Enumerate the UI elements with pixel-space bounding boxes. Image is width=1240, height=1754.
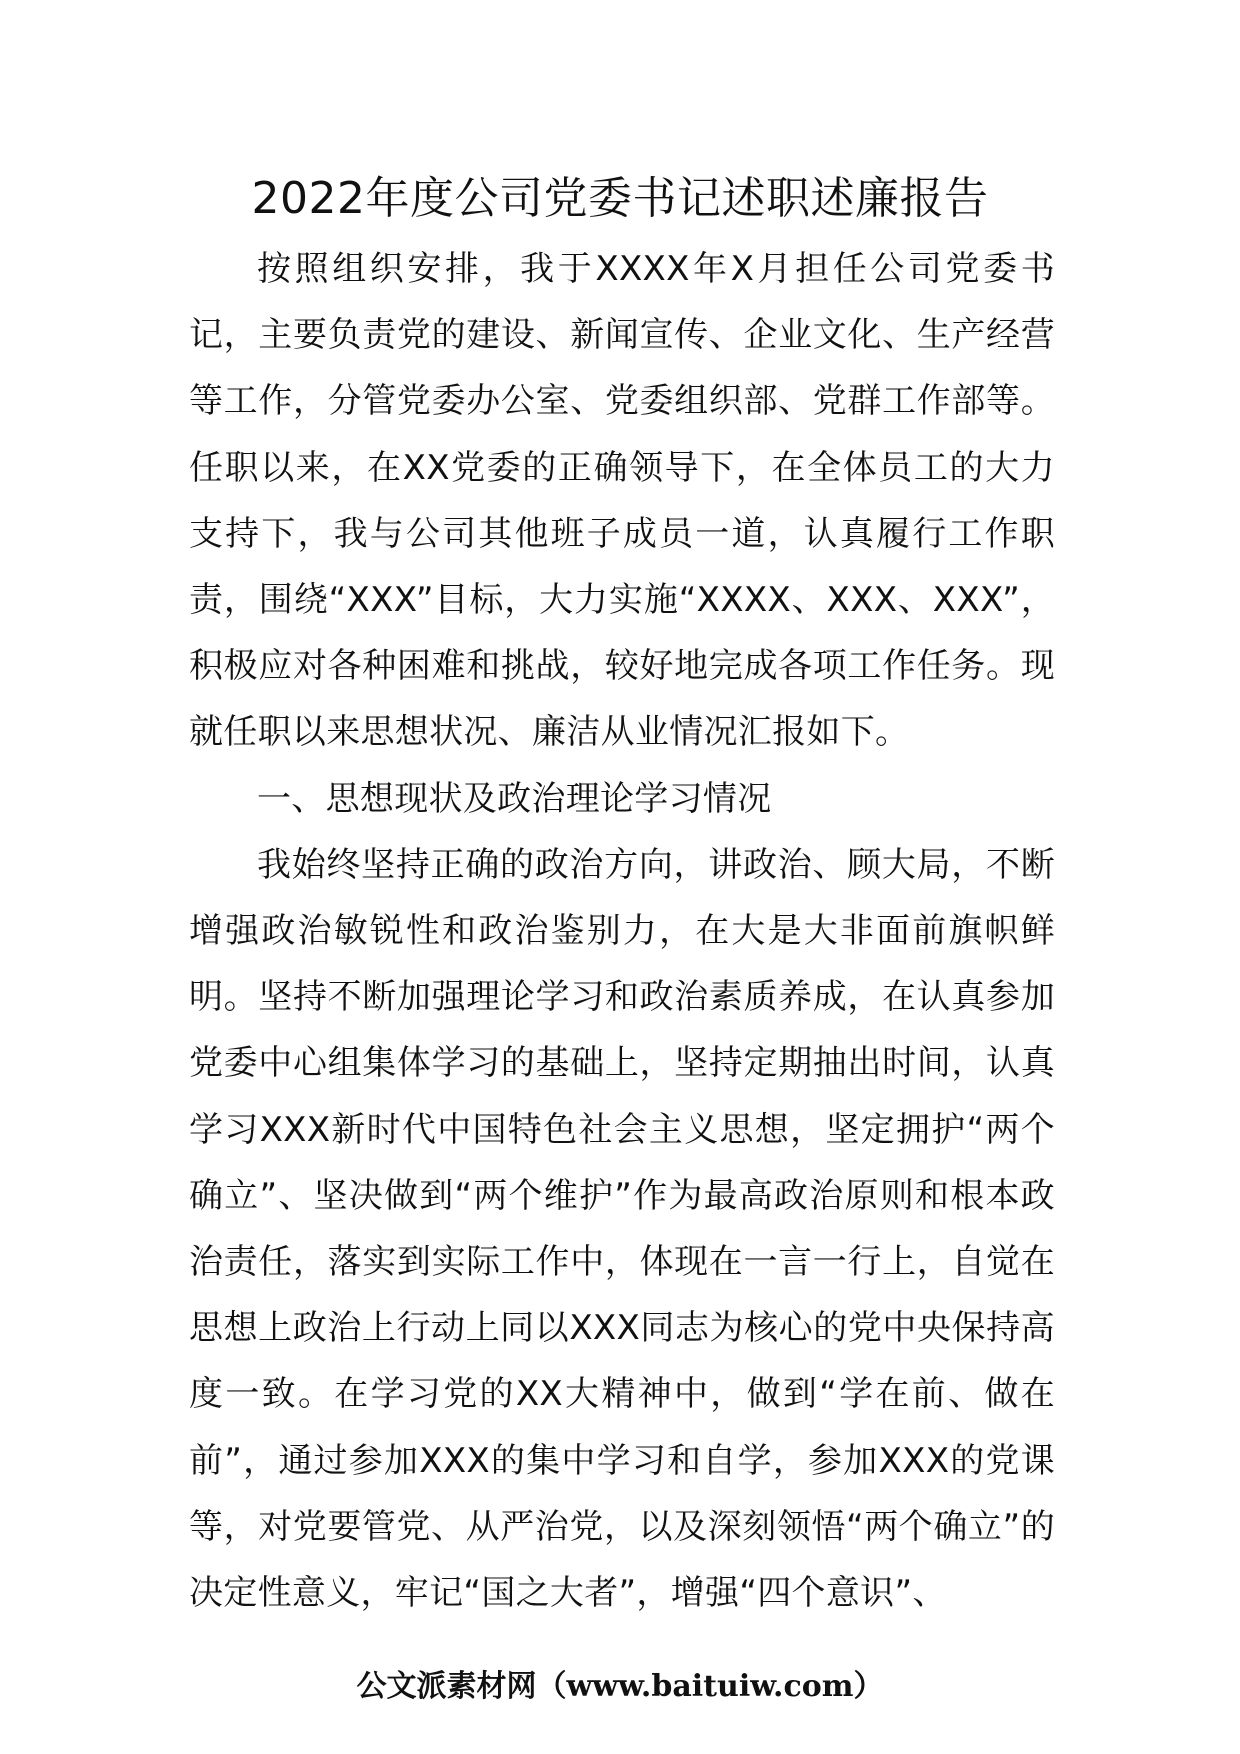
intro-paragraph: 按照组织安排，我于XXXX年X月担任公司党委书记，主要负责党的建设、新闻宣传、企业文化、生产经营等工作，分管党委办公室、党委组织部、党群工作部等。任职以来，在XX党委的正确领导下，在全体员工的大力支持下，我与公司其他班子成员一道，认真履行工作职责，围绕“XXX”目标，大力实施“XXXX、XXX、XXX”，积极应对各种困难和挑战，较好地完成各项工作任务。现就任职以来思想状况、廉洁从业情况汇报如下。 <box>189 249 1055 753</box>
document-body <box>189 236 1055 1626</box>
section-heading: 一、思想现状及政治理论学习情况 <box>257 778 772 819</box>
document-title: 2022年度公司党委书记述职述廉报告 <box>251 173 989 224</box>
footer-watermark: 公文派素材网（www.baituiw.com） <box>356 1669 884 1704</box>
section-paragraph: 我始终坚持正确的政治方向，讲政治、顾大局，不断增强政治敏锐性和政治鉴别力，在大是大非面前旗帜鲜明。坚持不断加强理论学习和政治素质养成，在认真参加党委中心组集体学习的基础上，坚持定期抽出时间，认真学习XXX新时代中国特色社会主义思想，坚定拥护“两个确立”、坚决做到“两个维护”作为最高政治原则和根本政治责任，落实到实际工作中，体现在一言一行上，自觉在思想上政治上行动上同以XXX同志为核心的党中央保持高度一致。在学习党的XX大精神中，做到“学在前、做在前”，通过参加XXX的集中学习和自学，参加XXX的党课等，对党要管党、从严治党，以及深刻领悟“两个确立”的决定性意义，牢记“国之大者”，增强“四个意识”、 <box>189 844 1055 1614</box>
